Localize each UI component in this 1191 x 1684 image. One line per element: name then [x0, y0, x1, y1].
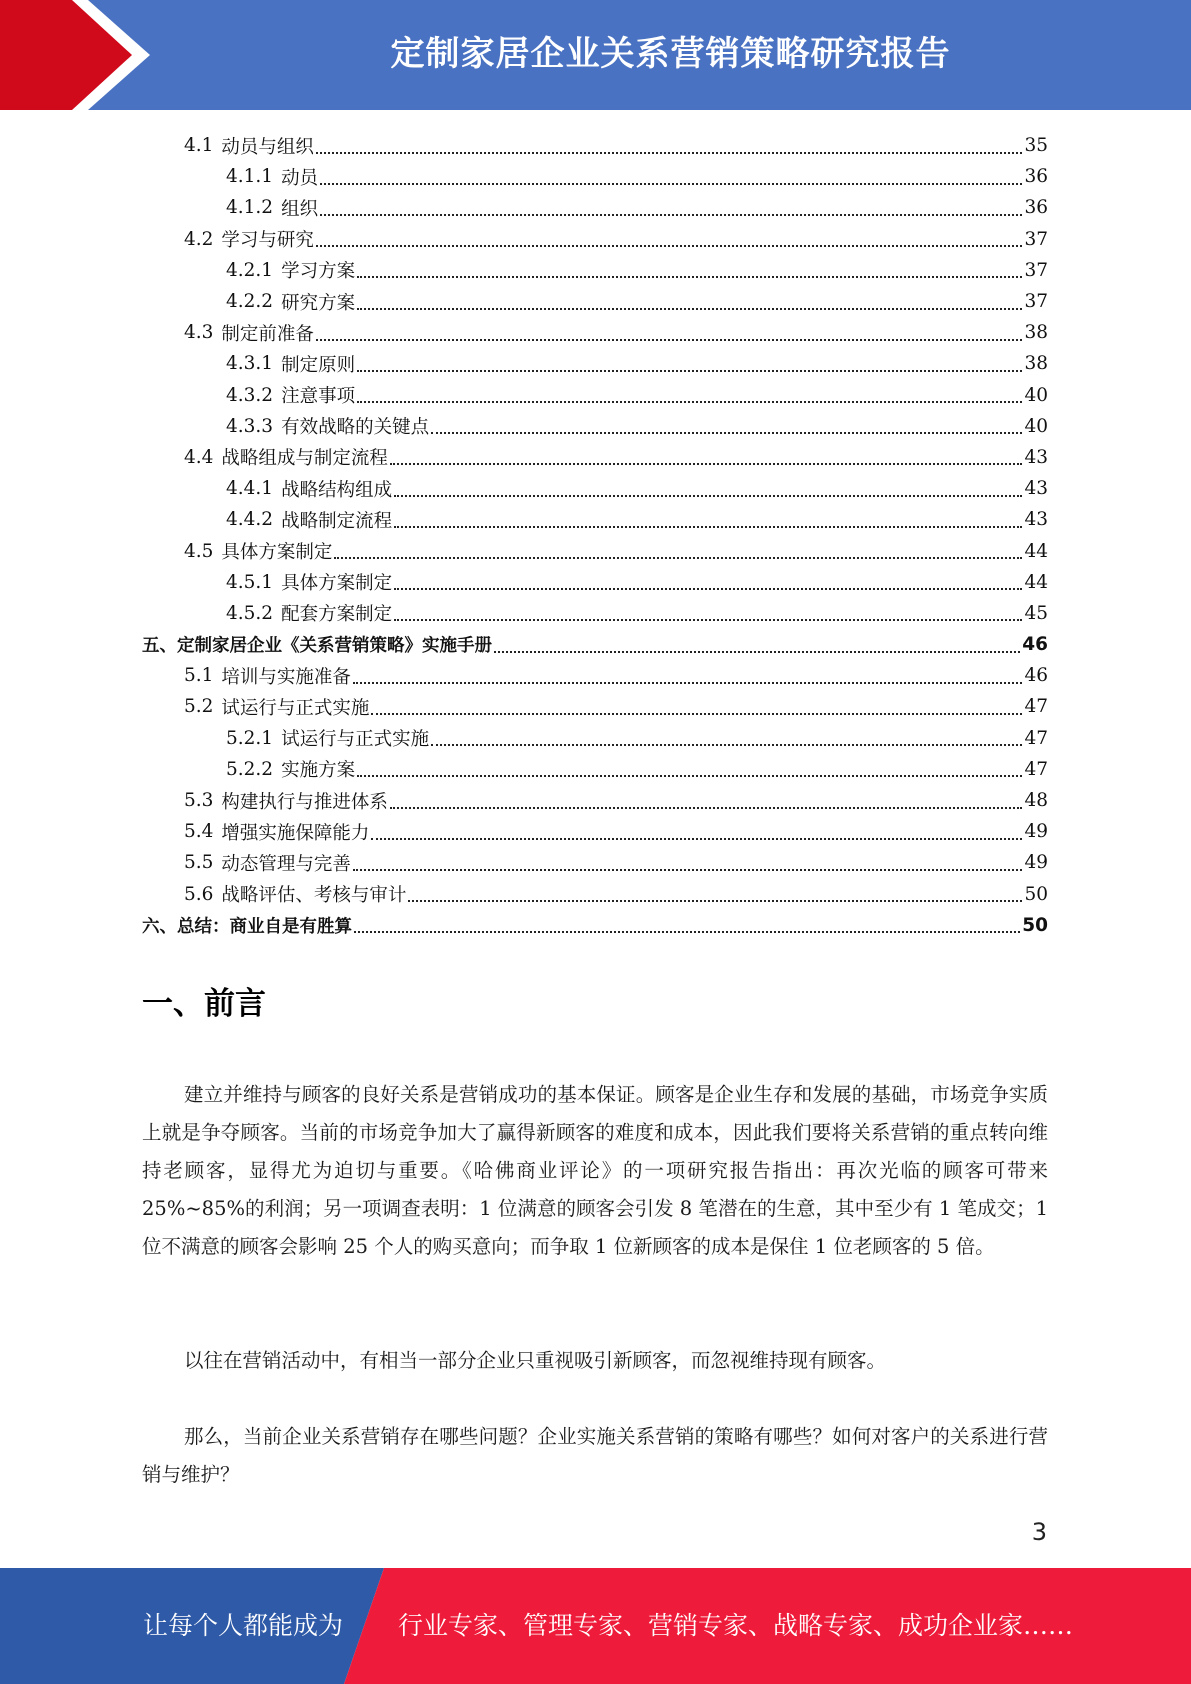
toc-entry[interactable] [142, 192, 1048, 223]
toc-entry-number: 六、 [142, 916, 177, 937]
toc-entry-page: 48 [1024, 790, 1048, 812]
toc-dot-leader [316, 321, 1023, 341]
toc-dot-leader [353, 664, 1023, 684]
toc-entry-number: 4.3 [184, 322, 214, 344]
toc-entry-number: 5.2.1 [226, 727, 274, 749]
toc-entry-title: 增强实施保障能力 [221, 822, 370, 844]
toc-entry-number: 5.2 [184, 696, 214, 718]
body-paragraph: 那么，当前企业关系营销存在哪些问题？企业实施关系营销的策略有哪些？如何对客户的关系进行营销与维护？ [142, 1425, 1048, 1486]
toc-entry-title: 制定原则 [281, 354, 356, 376]
toc-entry-page: 38 [1024, 322, 1048, 344]
toc-entry-number: 5.1 [184, 665, 214, 687]
toc-entry-number: 4.4 [184, 446, 214, 468]
toc-entry-page: 37 [1024, 259, 1048, 281]
body-paragraph: 建立并维持与顾客的良好关系是营销成功的基本保证。顾客是企业生存和发展的基础，市场竞争实质上就是争夺顾客。当前的市场竞争加大了赢得新顾客的难度和成本，因此我们要将关系营销的重点转向维持老顾客，显得尤为迫切与重要。《哈佛商业评论》的一项研究报告指出：再次光临的顾客可带来 25%~85%的利润；另一项调查表明：1 位满意的顾客会引发 8 笔潜在的生意，其中至少有 1 笔成交；1 位不满意的顾客会影响 25 个人的购买意向；而争取 1 位新顾客的成本是保住 1 位老顾客的 5 倍。 [142, 1083, 1048, 1258]
toc-entry-page: 43 [1024, 446, 1048, 468]
toc-entry-page: 36 [1024, 166, 1048, 188]
toc-entry-page: 49 [1024, 821, 1048, 843]
toc-entry-title: 战略评估、考核与审计 [221, 885, 407, 907]
toc-entry-number: 4.5 [184, 540, 214, 562]
toc-entry-title: 动员与组织 [221, 136, 314, 158]
toc-entry-number: 4.2.1 [226, 259, 274, 281]
toc-entry-page: 43 [1024, 509, 1048, 531]
footer-banner [0, 1568, 1191, 1684]
toc-entry-number: 5.4 [184, 821, 214, 843]
toc-dot-leader [408, 882, 1022, 902]
toc-entry-title: 构建执行与推进体系 [221, 791, 388, 813]
toc-entry-title: 战略结构组成 [281, 479, 393, 501]
toc-dot-leader [357, 352, 1022, 372]
toc-entry[interactable] [142, 691, 1048, 722]
toc-dot-leader [357, 757, 1022, 777]
toc-dot-leader [320, 165, 1022, 185]
toc-dot-leader [390, 789, 1023, 809]
toc-entry-title: 动员 [281, 167, 319, 189]
toc-entry-title: 试运行与正式实施 [221, 697, 370, 719]
toc-dot-leader [334, 539, 1022, 559]
toc-entry-title: 战略组成与制定流程 [221, 448, 388, 470]
toc-dot-leader [357, 383, 1022, 403]
toc-entry-page: 50 [1022, 914, 1048, 936]
toc-entry-title: 实施方案 [281, 760, 356, 782]
toc-entry-number: 5.3 [184, 790, 214, 812]
toc-dot-leader [431, 414, 1022, 434]
toc-entry[interactable] [142, 224, 1048, 255]
toc-entry-number: 4.1.1 [226, 166, 274, 188]
toc-entry-title: 动态管理与完善 [221, 853, 351, 875]
toc-entry-title: 有效战略的关键点 [281, 417, 430, 439]
toc-entry[interactable] [142, 255, 1048, 286]
toc-entry[interactable] [142, 847, 1048, 878]
toc-entry-title: 总结：商业自是有胜算 [177, 916, 352, 937]
toc-entry-number: 4.1 [184, 135, 214, 157]
toc-entry-title: 定制家居企业《关系营销策略》实施手册 [177, 636, 492, 657]
toc-entry[interactable] [142, 130, 1048, 161]
toc-entry-title: 制定前准备 [221, 323, 314, 345]
toc-entry-title: 试运行与正式实施 [281, 729, 430, 751]
toc-entry[interactable] [142, 535, 1048, 566]
toc-dot-leader [494, 633, 1020, 653]
toc-entry[interactable] [142, 785, 1048, 816]
toc-entry-page: 47 [1024, 758, 1048, 780]
toc-entry-title: 具体方案制定 [281, 573, 393, 595]
toc-entry-page: 38 [1024, 353, 1048, 375]
toc-entry-page: 37 [1024, 228, 1048, 250]
toc-entry[interactable] [142, 317, 1048, 348]
toc-entry-page: 50 [1024, 883, 1048, 905]
toc-dot-leader [320, 196, 1022, 216]
toc-entry-number: 4.4.1 [226, 478, 274, 500]
toc-entry-title: 组织 [281, 198, 319, 220]
toc-entry-number: 4.2 [184, 228, 214, 250]
toc-entry[interactable] [142, 629, 1048, 660]
toc-dot-leader [390, 445, 1023, 465]
toc-entry-page: 47 [1024, 696, 1048, 718]
toc-entry-page: 43 [1024, 478, 1048, 500]
toc-dot-leader [316, 134, 1023, 154]
toc-entry-page: 46 [1022, 634, 1048, 656]
toc-entry[interactable] [142, 504, 1048, 535]
toc-entry[interactable] [142, 567, 1048, 598]
toc-entry[interactable] [142, 380, 1048, 411]
toc-entry[interactable] [142, 723, 1048, 754]
toc-entry-page: 40 [1024, 415, 1048, 437]
toc-entry-title: 注意事项 [281, 386, 356, 408]
toc-entry-page: 40 [1024, 384, 1048, 406]
toc-entry[interactable] [142, 286, 1048, 317]
toc-entry-page: 49 [1024, 852, 1048, 874]
toc-dot-leader [394, 508, 1022, 528]
toc-entry-page: 44 [1024, 540, 1048, 562]
toc-dot-leader [316, 227, 1023, 247]
toc-entry-title: 配套方案制定 [281, 604, 393, 626]
toc-entry-number: 4.4.2 [226, 509, 274, 531]
header-banner [0, 0, 1191, 110]
toc-entry-page: 45 [1024, 602, 1048, 624]
toc-entry-number: 4.3.1 [226, 353, 274, 375]
toc-entry-number: 4.2.2 [226, 291, 274, 313]
toc-entry[interactable] [142, 910, 1048, 941]
footer-slogan-right: 行业专家、管理专家、营销专家、战略专家、成功企业家…… [398, 1611, 1074, 1640]
table-of-contents [142, 130, 1048, 941]
toc-entry-number: 4.3.2 [226, 384, 274, 406]
section-heading: 一、前言 [142, 986, 266, 1022]
toc-entry-page: 46 [1024, 665, 1048, 687]
toc-entry-page: 35 [1024, 135, 1048, 157]
toc-entry-page: 47 [1024, 727, 1048, 749]
toc-entry-page: 37 [1024, 291, 1048, 313]
toc-entry-title: 学习与研究 [221, 230, 314, 252]
toc-entry-page: 36 [1024, 197, 1048, 219]
toc-entry-title: 战略制定流程 [281, 510, 393, 532]
toc-entry-number: 5.5 [184, 852, 214, 874]
footer-slogan-left: 让每个人都能成为 [143, 1611, 344, 1640]
toc-entry-number: 5.6 [184, 883, 214, 905]
toc-entry-number: 4.5.1 [226, 571, 274, 593]
toc-entry[interactable] [142, 660, 1048, 691]
toc-entry[interactable] [142, 816, 1048, 847]
toc-dot-leader [371, 695, 1022, 715]
toc-entry-number: 4.5.2 [226, 602, 274, 624]
toc-entry[interactable] [142, 348, 1048, 379]
toc-entry[interactable] [142, 411, 1048, 442]
toc-dot-leader [394, 601, 1022, 621]
document-title: 定制家居企业关系营销策略研究报告 [390, 34, 951, 74]
toc-entry[interactable] [142, 754, 1048, 785]
toc-entry-number: 4.1.2 [226, 197, 274, 219]
toc-entry-page: 44 [1024, 571, 1048, 593]
toc-dot-leader [353, 851, 1023, 871]
toc-entry[interactable] [142, 473, 1048, 504]
toc-entry[interactable] [142, 879, 1048, 910]
toc-entry[interactable] [142, 442, 1048, 473]
arrow-icon [0, 0, 160, 110]
body-paragraph: 以往在营销活动中，有相当一部分企业只重视吸引新顾客，而忽视维持现有顾客。 [184, 1349, 887, 1372]
toc-dot-leader [394, 477, 1022, 497]
toc-entry-title: 具体方案制定 [221, 542, 333, 564]
toc-dot-leader [354, 913, 1020, 933]
toc-dot-leader [431, 726, 1022, 746]
toc-entry-title: 研究方案 [281, 292, 356, 314]
toc-dot-leader [357, 258, 1022, 278]
toc-dot-leader [357, 290, 1022, 310]
toc-entry[interactable] [142, 161, 1048, 192]
toc-dot-leader [394, 570, 1022, 590]
toc-entry-number: 4.3.3 [226, 415, 274, 437]
toc-dot-leader [371, 820, 1022, 840]
toc-entry-number: 五、 [142, 636, 177, 657]
toc-entry-title: 培训与实施准备 [221, 666, 351, 688]
toc-entry[interactable] [142, 598, 1048, 629]
toc-entry-number: 5.2.2 [226, 758, 274, 780]
page-number: 3 [1031, 1518, 1047, 1546]
toc-entry-title: 学习方案 [281, 261, 356, 283]
